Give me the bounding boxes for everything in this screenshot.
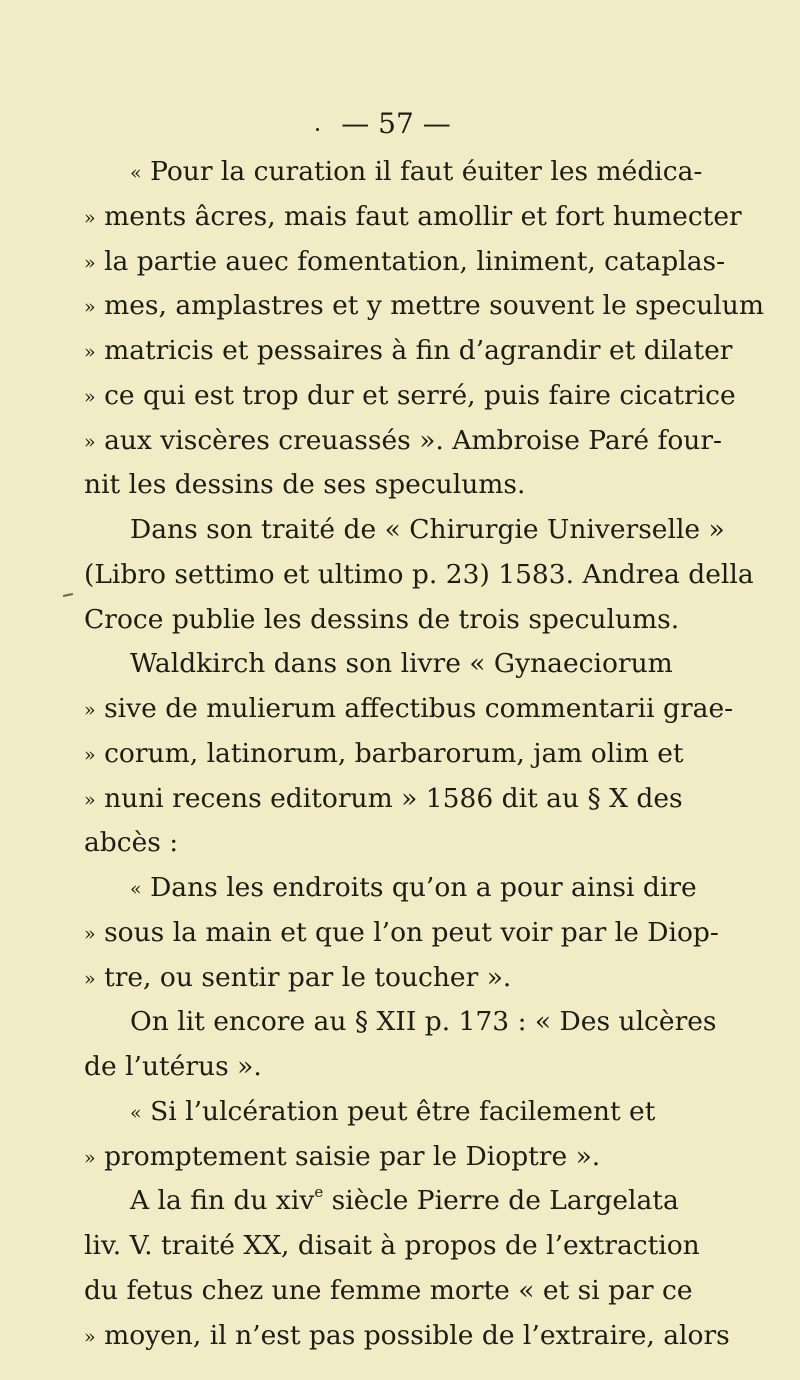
line-text: Croce publie les dessins de trois speculums.: [84, 603, 680, 635]
line-text: matricis et pessaires à fin d’agrandir et dilater: [104, 335, 733, 366]
text-line: [84, 1135, 724, 1180]
quote-mark: »: [84, 967, 96, 990]
quote-mark: »: [84, 922, 96, 945]
text-line: [84, 419, 724, 464]
quote-mark: »: [84, 206, 96, 229]
text-line: [84, 821, 724, 866]
line-text: Waldkirch dans son livre « Gynaeciorum: [130, 648, 673, 680]
text-line: [84, 1000, 724, 1045]
line-text-rest: siècle Pierre de Largelata: [323, 1185, 679, 1217]
line-text: sive de mulierum affectibus commentarii grae-: [104, 693, 734, 724]
text-line: [84, 956, 724, 1001]
text-line: [84, 1179, 724, 1224]
text-line: [84, 732, 724, 777]
quote-mark: »: [84, 743, 96, 766]
line-text: Si l’ulcération peut être facilement et: [150, 1095, 656, 1127]
quote-mark: «: [130, 162, 142, 184]
page-number: — 57 —: [341, 107, 451, 140]
text-line: [84, 642, 724, 687]
quote-mark: »: [84, 699, 96, 721]
text-line: [84, 1269, 724, 1314]
line-text: sous la main et que l’on peut voir par le Diop-: [104, 916, 719, 948]
text-line: [84, 284, 764, 329]
line-text: mes, amplastres et y mettre souvent le speculum: [104, 290, 764, 322]
line-text: (Libro settimo et ultimo p. 23) 1583. Andrea della: [84, 558, 754, 590]
text-line: [84, 866, 724, 911]
line-text: nit les dessins de ses speculums.: [84, 469, 526, 501]
superscript: e: [314, 1183, 324, 1202]
line-text: tre, ou sentir par le toucher ».: [104, 961, 512, 993]
ink-speck: [316, 128, 319, 131]
text-line: [84, 911, 724, 956]
text-line: [84, 687, 734, 732]
text-line: [84, 508, 724, 553]
line-text: du fetus chez une femme morte « et si par ce: [84, 1274, 693, 1306]
line-text: ments âcres, mais faut amollir et fort humecter: [104, 200, 742, 232]
line-text: aux viscères creuassés ». Ambroise Paré four-: [104, 424, 722, 456]
text-line: [84, 1314, 730, 1359]
text-line: [84, 150, 724, 195]
text-line: [84, 463, 724, 508]
text-line: [84, 374, 736, 419]
line-text: ce qui est trop dur et serré, puis faire cicatrice: [104, 379, 736, 411]
body-text: [84, 150, 764, 1358]
line-text: la partie auec fomentation, liniment, cataplas-: [104, 245, 726, 277]
text-line: [84, 598, 724, 643]
line-text: A la fin du: [130, 1185, 268, 1217]
line-text: corum, latinorum, barbarorum, jam olim et: [104, 737, 684, 769]
quote-mark: »: [84, 1325, 96, 1348]
line-text: de l’utérus ».: [84, 1051, 262, 1082]
text-line: [84, 1224, 724, 1269]
margin-pencil-mark: [63, 593, 73, 597]
quote-mark: «: [130, 1101, 142, 1124]
quote-mark: »: [84, 341, 96, 363]
quote-mark: »: [84, 788, 96, 811]
line-text: liv. V. traité XX, disait à propos de l’extraction: [84, 1230, 700, 1261]
line-text: nuni recens editorum » 1586 dit au § X des: [104, 782, 683, 814]
line-text: Dans son traité de « Chirurgie Universelle »: [130, 514, 725, 545]
text-line: [84, 1090, 724, 1135]
line-text: Dans les endroits qu’on a pour ainsi dire: [150, 872, 697, 903]
line-text: Pour la curation il faut éuiter les médica-: [150, 156, 703, 187]
text-line: [84, 329, 733, 374]
line-text: promptement saisie par le Dioptre ».: [104, 1140, 601, 1172]
quote-mark: »: [84, 430, 96, 453]
line-text: On lit encore au § XII p. 173 : « Des ulcères: [130, 1006, 717, 1038]
text-line: [84, 195, 742, 240]
text-line: [84, 1045, 724, 1090]
text-line: [84, 240, 724, 285]
quote-mark: »: [84, 296, 96, 319]
quote-mark: »: [84, 251, 96, 274]
line-text: abcès :: [84, 827, 179, 859]
quote-mark: «: [130, 878, 142, 900]
quote-mark: »: [84, 1146, 96, 1169]
text-line: [84, 553, 754, 598]
text-line: [84, 777, 724, 822]
line-text: moyen, il n’est pas possible de l’extraire, alors: [104, 1319, 730, 1351]
quote-mark: »: [84, 385, 96, 408]
small-caps-century: xiv: [275, 1185, 315, 1217]
